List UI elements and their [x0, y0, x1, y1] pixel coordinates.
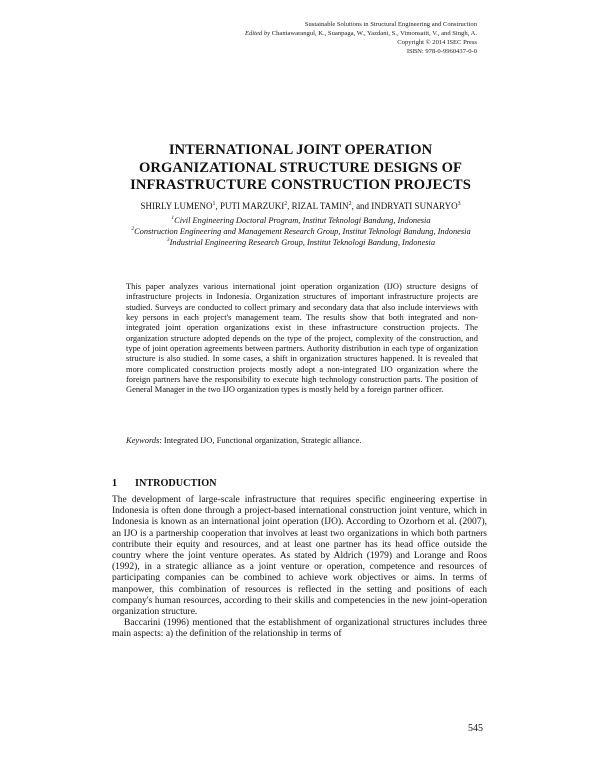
proceedings-header	[97, 20, 477, 56]
author-name: , and INDRYATI SUNARYO	[351, 201, 458, 211]
author-name: , RIZAL TAMIN	[287, 201, 349, 211]
paragraph: The development of large-scale infrastructure that requires specific engineering expertise in Indonesia is often done through a project-based international construction joint venture, which in Indonesia is known as an international joint operation (IJO). According to Ozorhorn et al. (2007), an IJO is a partnership cooperation that involves at least two organizations in which both partners contribute their equity and resources, and at least one partner has its head office outside the country where the joint venture operates. As stated by Aldrich (1979) and Lorange and Roos (1992), in a strategic alliance as a joint venture or operation, competence and resources of participating companies can be combined to achieve work objectives or aims. In terms of manpower, this combination of resources is reflected in the setting and positions of each company's human resources, according to their skills and competencies in the new joint-operation organization structure.	[112, 495, 487, 618]
affiliation-text: Civil Engineering Doctoral Program, Institut Teknologi Bandung, Indonesia	[174, 216, 431, 225]
affiliation-mark: 2	[131, 226, 135, 233]
title-line: INTERNATIONAL JOINT OPERATION	[168, 142, 433, 158]
author-affil-mark: 2	[284, 201, 288, 207]
title-line: ORGANIZATIONAL STRUCTURE DESIGNS OF	[138, 159, 462, 176]
affiliation	[120, 226, 482, 237]
affiliation-mark: 3	[166, 237, 170, 244]
affiliation	[120, 237, 482, 248]
abstract: This paper analyzes various international joint operation organization (IJO) structure designs of infrastructure projects in Indonesia. Organization structures of important infrastructure projects are studied. Surveys are conducted to collect primary and secondary data that also include interviews with key persons in each project's management team. The results show that both integrated and non-integrated joint operation organizations exist in these infrastructure construction projects. The organization structure adopted depends on the type of the project, complexity of the construction, and type of joint operation agreements between partners. Authority distribution in each type of organization structure is also studied. In some cases, a shift in organization structures happened. It is revealed that more complicated construction projects mostly adopt a non-integrated IJO organization where the foreign partners have the responsibility to execute high technology construction parts. The position of General Manager in the two IJO organization types is mostly held by a foreign partner officer.	[126, 281, 478, 395]
author-affil-mark: 1	[212, 201, 216, 207]
paragraph: Baccarini (1996) mentioned that the establishment of organizational structures includes three main aspects: a) the definition of the relationship in terms of	[112, 618, 487, 640]
edited-by-label: Edited by	[244, 30, 271, 37]
paper-title	[108, 142, 493, 195]
author-list	[108, 200, 493, 212]
section-number: 1	[112, 478, 118, 489]
affiliations	[120, 215, 482, 248]
keywords-text: : Integrated IJO, Functional organization, Strategic alliance.	[159, 435, 362, 445]
editors-line	[97, 29, 477, 38]
affiliation	[120, 215, 482, 226]
proceedings-title: Sustainable Solutions in Structural Engineering and Construction	[304, 21, 477, 28]
affiliation-mark: 1	[171, 215, 175, 222]
keywords	[126, 435, 478, 446]
editors-names: Chantawarangul, K., Suanpaga, W., Yazdani, S., Vimonsatit, V., and Singh, A.	[270, 30, 477, 37]
author-affil-mark: 2	[348, 201, 352, 207]
author-name: SHIRLY LUMENO	[140, 201, 213, 211]
title-line: INFRASTRUCTURE CONSTRUCTION PROJECTS	[130, 177, 471, 193]
author-affil-mark: 3	[457, 201, 461, 207]
section-heading	[112, 478, 217, 489]
section-title: INTRODUCTION	[135, 478, 217, 489]
author-name: , PUTI MARZUKI	[215, 201, 285, 211]
copyright-line: Copyright © 2014 ISEC Press	[397, 39, 477, 46]
affiliation-text: Industrial Engineering Research Group, Institut Teknologi Bandung, Indonesia	[169, 238, 436, 247]
isbn-line: ISBN: 978-0-9960437-0-0	[406, 48, 477, 55]
keywords-label: Keywords	[126, 435, 160, 445]
section-body	[112, 495, 487, 641]
affiliation-text: Construction Engineering and Management Research Group, Institut Teknologi Bandung, Indonesia	[134, 227, 471, 236]
page-number: 545	[468, 723, 483, 734]
